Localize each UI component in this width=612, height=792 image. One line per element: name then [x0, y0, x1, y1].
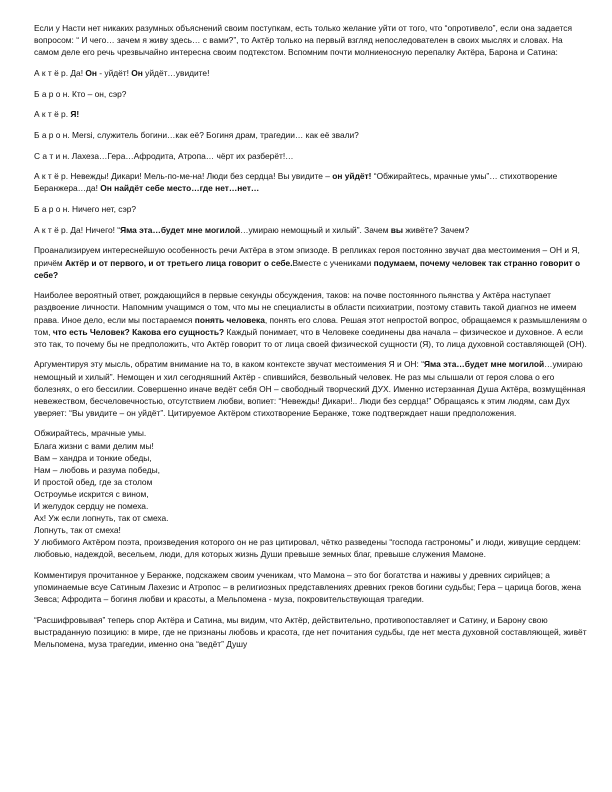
paragraph: [34, 22, 588, 58]
poem-block: [34, 427, 588, 536]
text-run: Наиболее вероятный ответ, рождающийся в первые секунды обсуждения, таков: на почве постоянного пьянства у Актёра наступает раздвоение личности. Напомним учащимся о том, что мы не специалисты в области психиатрии, поэтому ставить такой диагноз не имеем права. Иное дело, если мы постараемся: [34, 290, 577, 325]
text-run: живёте? Зачем?: [403, 224, 470, 235]
document-body-bottom: [34, 536, 588, 650]
paragraph: [34, 150, 588, 162]
text-run: уйдёт…увидите!: [142, 67, 210, 78]
paragraph: [34, 536, 588, 560]
text-run: Комментируя прочитанное у Беранже, подскажем своим ученикам, что Мамона – это бог богатства и наживы у древних сирийцев; а упоминаемые всуе Сатиным Лахезис и Атропос – в религиозных представлениях древних греков богини судьбы; Гера – царица богов, жена Зевса; Афродита – богиня любви и красоты, а Мельпомена - муза, покровительствующая трагедии.: [34, 570, 582, 605]
text-run: С а т и н. Лахеза…Гера…Афродита, Атропа… чёрт их разберёт!…: [34, 150, 294, 161]
poem-line: И простой обед, где за столом: [34, 476, 153, 487]
poem-line: Блага жизни с вами делим мы!: [34, 440, 154, 451]
paragraph: [34, 224, 588, 236]
bold-run: Я!: [70, 109, 80, 120]
bold-run: Яма эта…будет мне могилой: [120, 224, 241, 235]
paragraph: [34, 569, 588, 605]
poem-line: Обжирайтесь, мрачные умы.: [34, 428, 147, 439]
text-run: - уйдёт!: [96, 67, 132, 78]
paragraph: [34, 129, 588, 141]
paragraph: [34, 203, 588, 215]
text-run: , понять его слова. Решая этот непростой вопрос, обращаемся к размышлениям о том,: [34, 314, 587, 337]
paragraph: [34, 88, 588, 100]
text-run: …умираю немощный и хилый”. Немощен и хил сегодняшний Актёр - спившийся, безвольный человек. Не раз мы слышали от героя слова о его болезнях, о его бессилии. Совершенно иначе ведёт себя ОН – свободный творческий ДУХ. Именно истерзанная Душа Актёра, возмущённая невежеством, бесчеловечностью, отсутствием любви, вопиет: “Невежды! Дикари!.. Люди без сердца!” Обращаясь к этим людям, сам Дух уверяет: “Вы увидите – он уйдёт”. Цитируемое Актёром стихотворение Беранже, тоже подтверждает наши предположения.: [34, 359, 586, 418]
text-run: А к т ё р. Да! Ничего! “: [34, 224, 121, 235]
paragraph: [34, 358, 588, 418]
text-run: Каждый понимает, что в Человеке соединены два начала – физическое и духовное. А если это так, то почему бы не предположить, что Актёр говорит то от лица своей физической сущности (Я), то лица духовной составляющей (ОН).: [34, 326, 587, 349]
bold-run: вы: [390, 224, 404, 235]
text-run: “Расшифровывая” теперь спор Актёра и Сатина, мы видим, что Актёр, действительно, противопоставляет и Сатину, и Барону свою выстраданную позицию: в мире, где не признаны любовь и красота, где нет почитания судьбы, где нет места духовной составляющей, живёт Мельпомена, муза трагедии, именно она “ведёт” Душу: [34, 614, 587, 650]
poem-line: Нам – любовь и разума победы,: [34, 464, 160, 475]
bold-run: Он: [131, 67, 143, 78]
paragraph: [34, 614, 588, 650]
paragraph: [34, 170, 588, 194]
document-body-top: [34, 22, 588, 419]
paragraph: [34, 289, 588, 349]
paragraph: [34, 67, 588, 79]
poem-line: Вам – хандра и тонкие обеды,: [34, 452, 152, 463]
text-run: А к т ё р. Невежды! Дикари! Мель-по-ме-на! Люди без сердца! Вы увидите –: [34, 171, 333, 182]
text-run: Аргументируя эту мысль, обратим внимание на то, в каком контексте звучат местоимения Я и ОН: “: [34, 359, 425, 370]
bold-run: что есть Человек? Какова его сущность?: [52, 326, 225, 337]
bold-run: он уйдёт!: [332, 171, 372, 182]
bold-run: Он: [85, 67, 97, 78]
paragraph: [34, 244, 588, 280]
text-run: Проанализируем интереснейшую особенность речи Актёра в этом эпизоде. В репликах героя постоянно звучат два местоимения – ОН и Я, причём: [34, 245, 580, 268]
text-run: “Обжирайтесь, мрачные умы”… стихотворение Беранжера…да!: [34, 171, 558, 194]
text-run: Если у Насти нет никаких разумных объяснений своим поступкам, есть только желание уйти от того, что “опротивело”, если она задается вопросом: “ И чего… зачем я живу здесь… с вами?”, то Актёр только на первый взгляд непоследователен в своих мыслях и словах. На самом деле его речь чрезвычайно интересна своим подтекстом. Вспомним почти молниеносную перепалку Актёра, Барона и Сатина:: [34, 23, 573, 58]
bold-run: подумаем, почему человек так странно говорит о себе?: [34, 257, 581, 280]
bold-run: Актёр и от первого, и от третьего лица говорит о себе.: [64, 257, 293, 268]
text-run: А к т ё р. Да!: [34, 67, 86, 78]
paragraph: [34, 108, 588, 120]
bold-run: понять человека: [194, 314, 265, 325]
text-run: У любимого Актёром поэта, произведения которого он не раз цитировал, чётко разведены “господа гастрономы” и люди, живущие сердцем: любовью, надеждой, весельем, люди, для которых жизнь Души превыше земных благ, превыше служения Мамоне.: [34, 537, 581, 560]
text-run: Б а р о н. Mersi, служитель богини…как её? Богиня драм, трагедии… как её звали?: [34, 129, 359, 140]
poem-line: Ах! Уж если лопнуть, так от смеха.: [34, 513, 169, 524]
text-run: А к т ё р.: [34, 109, 71, 120]
text-run: Б а р о н. Кто – он, сэр?: [34, 88, 127, 99]
poem-line: Лопнуть, так от смеха!: [34, 525, 121, 536]
poem-line: И желудок сердцу не помеха.: [34, 501, 149, 512]
poem-line: Остроумье искрится с вином,: [34, 488, 149, 499]
bold-run: Яма эта…будет мне могилой: [424, 359, 545, 370]
bold-run: Он найдёт себе место…где нет…нет…: [100, 183, 260, 194]
text-run: Б а р о н. Ничего нет, сэр?: [34, 204, 137, 215]
text-run: Вместе с учениками: [292, 257, 374, 268]
text-run: …умираю немощный и хилый”. Зачем: [240, 224, 391, 235]
